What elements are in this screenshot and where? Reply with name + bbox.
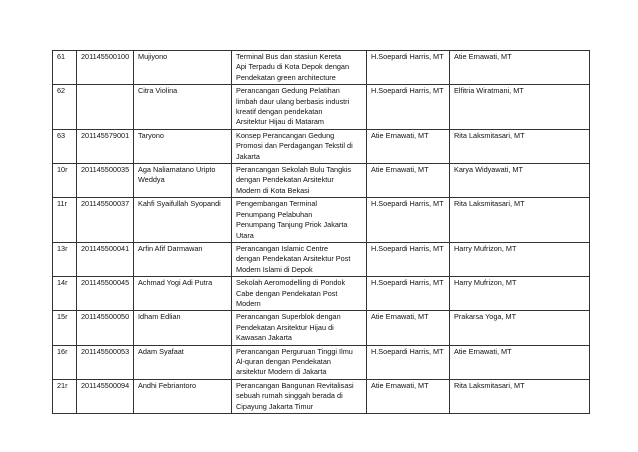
- cell-thesis-title-line: Modern di Kota Bekasi: [236, 185, 310, 195]
- cell-thesis-title: [232, 129, 367, 163]
- cell-supervisor-1: H.Soepardi Harris, MT: [367, 198, 450, 243]
- cell-supervisor-2: Karya Widyawati, MT: [450, 164, 590, 198]
- cell-student-id: 201145500050: [77, 311, 134, 345]
- table-row: [53, 51, 590, 85]
- cell-thesis-title-line: Perancangan Superblok dengan: [236, 312, 341, 322]
- cell-student-name: [134, 85, 232, 130]
- cell-student-name: [134, 311, 232, 345]
- table-row: [53, 242, 590, 276]
- cell-thesis-title-line: Pengembangan Terminal: [236, 199, 317, 209]
- cell-supervisor-1: Atie Ernawati, MT: [367, 379, 450, 413]
- cell-supervisor-2: Rita Laksmitasari, MT: [450, 379, 590, 413]
- cell-thesis-title: [232, 85, 367, 130]
- cell-thesis-title: [232, 198, 367, 243]
- cell-student-id: 201145579001: [77, 129, 134, 163]
- cell-thesis-title-line: Penumpang Tanjung Priok Jakarta: [236, 220, 348, 230]
- cell-supervisor-1: Atie Ernawati, MT: [367, 164, 450, 198]
- cell-student-name: [134, 164, 232, 198]
- cell-student-name: [134, 379, 232, 413]
- cell-thesis-title-line: Pendekatan green architecture: [236, 72, 336, 82]
- cell-supervisor-2: Harry Mufrizon, MT: [450, 242, 590, 276]
- cell-number: 21r: [53, 379, 77, 413]
- cell-supervisor-1: H.Soepardi Harris, MT: [367, 51, 450, 85]
- cell-thesis-title-line: Perancangan Perguruan Tinggi Ilmu: [236, 346, 353, 356]
- cell-supervisor-2: Elfitria Wiratmani, MT: [450, 85, 590, 130]
- cell-student-name-line: Citra Violina: [138, 86, 178, 96]
- cell-student-name-line: Taryono: [138, 130, 164, 140]
- cell-student-id: 201145500045: [77, 277, 134, 311]
- table-row: [53, 379, 590, 413]
- cell-supervisor-1: Atie Ernawati, MT: [367, 129, 450, 163]
- cell-thesis-title-line: Perancangan Sekolah Bulu Tangkis: [236, 165, 352, 175]
- cell-student-id: 201145500035: [77, 164, 134, 198]
- cell-thesis-title: [232, 242, 367, 276]
- cell-number: 61: [53, 51, 77, 85]
- cell-thesis-title: [232, 345, 367, 379]
- cell-thesis-title-line: Sekolah Aeromodelling di Pondok: [236, 278, 346, 288]
- cell-number: 16r: [53, 345, 77, 379]
- cell-thesis-title: [232, 277, 367, 311]
- cell-thesis-title-line: dengan Pendekatan Arsitektur: [236, 175, 334, 185]
- cell-student-name-line: Achmad Yogi Adi Putra: [138, 278, 213, 288]
- cell-number: 15r: [53, 311, 77, 345]
- cell-supervisor-2: Atie Ernawati, MT: [450, 51, 590, 85]
- table-row: [53, 85, 590, 130]
- cell-supervisor-1: H.Soepardi Harris, MT: [367, 345, 450, 379]
- cell-thesis-title-line: limbah daur ulang berbasis industri: [236, 96, 350, 106]
- cell-student-name: [134, 129, 232, 163]
- cell-student-id: 201145500100: [77, 51, 134, 85]
- cell-student-name: [134, 51, 232, 85]
- thesis-table: [52, 50, 590, 414]
- cell-supervisor-1: Atie Ernawati, MT: [367, 311, 450, 345]
- cell-thesis-title-line: Utara: [236, 230, 254, 240]
- table-row: [53, 198, 590, 243]
- table-body: [53, 51, 590, 414]
- cell-thesis-title-line: kreatif dengan pendekatan: [236, 107, 323, 117]
- cell-thesis-title-line: Pendekatan Arsitektur Hijau di: [236, 322, 334, 332]
- cell-student-name-line: Weddya: [138, 175, 165, 185]
- cell-thesis-title-line: Jakarta: [236, 151, 260, 161]
- cell-student-name-line: Andhi Febriantoro: [138, 380, 197, 390]
- cell-thesis-title-line: Cabe dengan Pendekatan Post: [236, 288, 338, 298]
- cell-number: 63: [53, 129, 77, 163]
- table-row: [53, 311, 590, 345]
- cell-student-name: [134, 242, 232, 276]
- cell-thesis-title-line: sebuah rumah singgah berada di: [236, 391, 343, 401]
- cell-student-name: [134, 345, 232, 379]
- cell-student-id: 201145500041: [77, 242, 134, 276]
- cell-supervisor-1: H.Soepardi Harris, MT: [367, 277, 450, 311]
- cell-supervisor-1: H.Soepardi Harris, MT: [367, 242, 450, 276]
- table-row: [53, 164, 590, 198]
- cell-student-id: 201145500094: [77, 379, 134, 413]
- cell-number: 14r: [53, 277, 77, 311]
- cell-thesis-title-line: Al-quran dengan Pendekatan: [236, 356, 331, 366]
- cell-thesis-title: [232, 379, 367, 413]
- table-row: [53, 277, 590, 311]
- cell-supervisor-2: Harry Mufrizon, MT: [450, 277, 590, 311]
- cell-student-id: 201145500053: [77, 345, 134, 379]
- cell-thesis-title-line: Promosi dan Perdagangan Tekstil di: [236, 141, 353, 151]
- cell-student-name-line: Kahfi Syaifullah Syopandi: [138, 199, 221, 209]
- cell-thesis-title: [232, 311, 367, 345]
- cell-number: 13r: [53, 242, 77, 276]
- cell-student-name: [134, 277, 232, 311]
- cell-supervisor-2: Prakarsa Yoga, MT: [450, 311, 590, 345]
- cell-student-id: 201145500037: [77, 198, 134, 243]
- cell-thesis-title-line: Perancangan Bangunan Revitalisasi: [236, 380, 354, 390]
- cell-thesis-title-line: Kawasan Jakarta: [236, 333, 292, 343]
- cell-thesis-title-line: Api Terpadu di Kota Depok dengan: [236, 62, 350, 72]
- cell-number: 11r: [53, 198, 77, 243]
- cell-number: 10r: [53, 164, 77, 198]
- cell-supervisor-1: H.Soepardi Harris, MT: [367, 85, 450, 130]
- cell-student-name-line: Aga Naliamatano Uripto: [138, 165, 216, 175]
- cell-thesis-title: [232, 51, 367, 85]
- cell-student-id: [77, 85, 134, 130]
- cell-supervisor-2: Rita Laksmitasari, MT: [450, 129, 590, 163]
- cell-student-name: [134, 198, 232, 243]
- cell-thesis-title-line: Cipayung Jakarta Timur: [236, 401, 314, 411]
- cell-thesis-title-line: Perancangan Islamic Centre: [236, 243, 329, 253]
- cell-thesis-title-line: Konsep Perancangan Gedung: [236, 130, 335, 140]
- table-row: [53, 345, 590, 379]
- cell-thesis-title-line: arsitektur Modern di Jakarta: [236, 367, 327, 377]
- cell-thesis-title-line: Terminal Bus dan stasiun Kereta: [236, 52, 342, 61]
- cell-thesis-title-line: dengan Pendekatan Arsitektur Post: [236, 254, 351, 264]
- table-row: [53, 129, 590, 163]
- cell-student-name-line: Mujiyono: [138, 52, 168, 61]
- cell-thesis-title-line: Modern Islami di Depok: [236, 264, 313, 274]
- cell-thesis-title-line: Penumpang Pelabuhan: [236, 209, 313, 219]
- cell-number: 62: [53, 85, 77, 130]
- cell-supervisor-2: Rita Laksmitasari, MT: [450, 198, 590, 243]
- cell-thesis-title-line: Perancangan Gedung Pelatihan: [236, 86, 340, 96]
- cell-thesis-title: [232, 164, 367, 198]
- cell-student-name-line: Adam Syafaat: [138, 346, 184, 356]
- cell-thesis-title-line: Modern: [236, 298, 261, 308]
- cell-supervisor-2: Atie Ernawati, MT: [450, 345, 590, 379]
- cell-student-name-line: Idham Edlian: [138, 312, 181, 322]
- cell-student-name-line: Arfin Afif Darmawan: [138, 243, 203, 253]
- cell-thesis-title-line: Arsitektur Hijau di Mataram: [236, 117, 324, 127]
